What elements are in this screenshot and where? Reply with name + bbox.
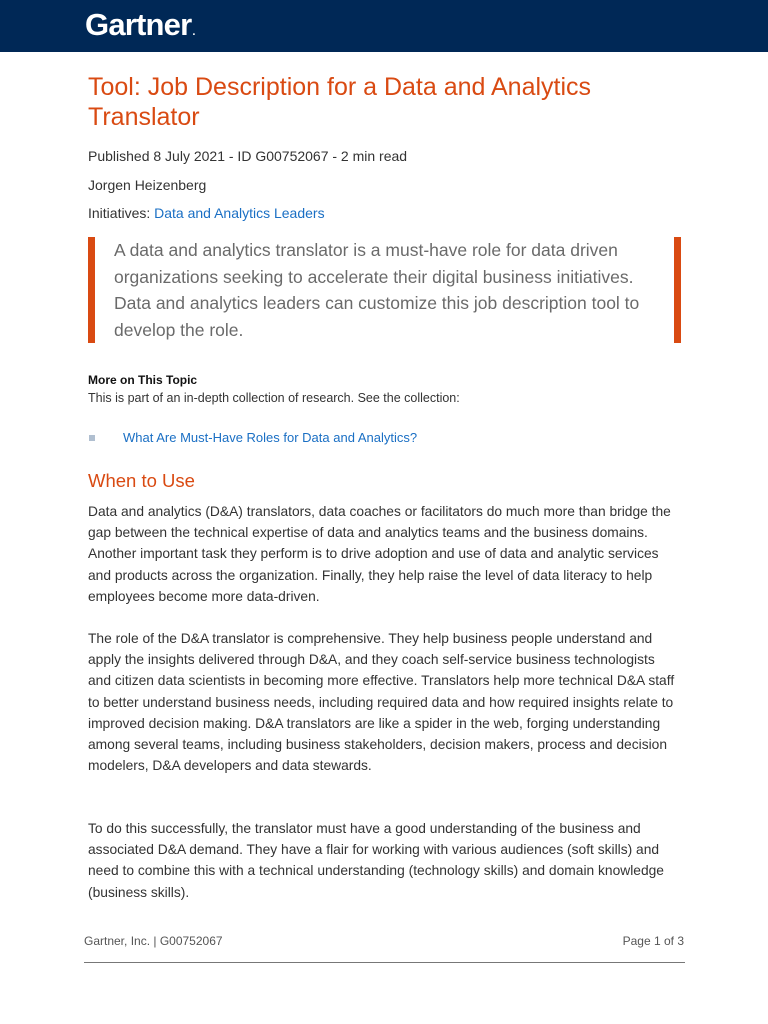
more-on-topic-description: This is part of an in-depth collection of research. See the collection:: [88, 391, 460, 405]
more-on-topic-heading: More on This Topic: [88, 373, 198, 387]
publication-info: Published 8 July 2021 - ID G00752067 - 2 min read: [88, 148, 408, 164]
body-paragraph-3: To do this successfully, the translator must have a good understanding of the business and associated D&A demand. They have a flair for working with various audiences (soft skills) and need to combine this with a technical understanding (technology skills) and domain knowledge (business skills).: [88, 821, 664, 900]
section-heading: When to Use: [88, 470, 195, 491]
collection-link[interactable]: What Are Must-Have Roles for Data and Analytics?: [123, 430, 418, 445]
footer-page-number: Page 1 of 3: [622, 934, 684, 948]
square-bullet-icon: [89, 435, 95, 441]
summary-callout: [88, 237, 681, 343]
gartner-logo[interactable]: [85, 7, 195, 43]
logo-text: Gartner: [85, 7, 192, 42]
initiatives-label: Initiatives:: [88, 205, 151, 221]
author-name: Jorgen Heizenberg: [88, 177, 207, 193]
document-title: Tool: Job Description for a Data and Analytics Translator: [88, 73, 592, 131]
body-paragraph-2: The role of the D&A translator is comprehensive. They help business people understand and apply the insights delivered through D&A, and they coach self-service business technologists and citizen data scientists in becoming more effective. Translators help more technical D&A staff to better understand business needs, including required data and how required insights relate to improved decision making. D&A translators are like a spider in the web, forging understanding among several teams, including business stakeholders, decision makers, process and decision modelers, D&A developers and data stewards.: [88, 631, 675, 774]
top-header-bar: [0, 0, 768, 52]
initiatives-link[interactable]: Data and Analytics Leaders: [154, 205, 325, 221]
footer-document-id: Gartner, Inc. | G00752067: [84, 934, 223, 948]
body-paragraph-1: Data and analytics (D&A) translators, data coaches or facilitators do much more than bridge the gap between the technical expertise of data and analytics teams and the business domains. Another important task they perform is to drive adoption and use of data and analytic services and products across the organization. Finally, they help raise the level of data literacy to help employees become more data-driven.: [88, 504, 671, 604]
logo-mark: .: [192, 26, 195, 38]
footer-divider: [84, 962, 685, 963]
initiatives-row: [88, 204, 325, 222]
summary-text: A data and analytics translator is a must-have role for data driven organizations seeking to accelerate their digital business initiatives. Data and analytics leaders can customize this job description tool to develop the role.: [114, 240, 640, 340]
